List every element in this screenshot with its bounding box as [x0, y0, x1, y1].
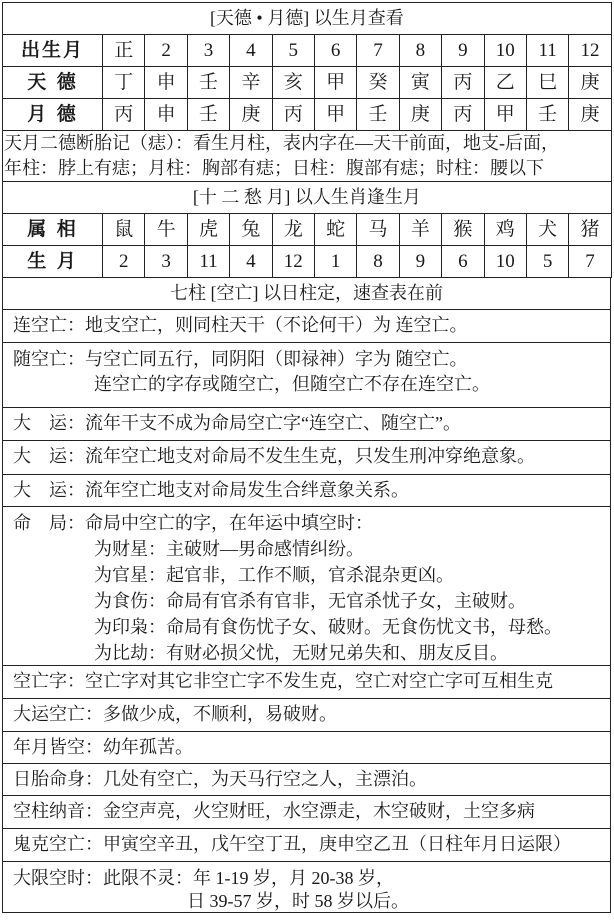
- table-cell: 辛: [230, 67, 272, 99]
- kongwang-entry-dayun-kongwang: [2, 699, 611, 732]
- birthmark-note-line-1: 天月二德断胎记（痣）：看生月柱，表内字在—天干前面，地支-后面，: [4, 133, 559, 153]
- table-cell: 兔: [230, 214, 272, 246]
- entry-text: 大限空时：此限不灵：年 1-19 岁，月 20-38 岁，: [13, 868, 394, 888]
- kongwang-title: 七柱 [空亡] 以日柱定，速查表在前: [2, 278, 611, 310]
- table-row-tiande: [3, 67, 612, 99]
- table-cell: 寅: [399, 67, 441, 99]
- entry-text: 大运空亡：多做少成，不顺利，易破财。: [13, 704, 337, 724]
- birthmark-note-row: [3, 131, 612, 182]
- table-cell: 庚: [399, 99, 441, 131]
- entry-text-yinxiao: 为印枭：命局有食伤忧子女、破财。无食伤忧文书，母愁。: [94, 617, 562, 637]
- entry-text-bijie: 为比劫：有财必损父忧，无财兄弟失和、朋友反目。: [94, 643, 508, 663]
- birthmark-note-line-2: 年柱：脖上有痣；月柱：胸部有痣；日柱：腹部有痣；时柱：腰以下: [4, 158, 544, 178]
- table-cell: 猪: [569, 214, 611, 246]
- table-cell: 12: [272, 246, 314, 278]
- kongwang-entry-sui: [2, 343, 611, 408]
- entry-text-shishang: 为食伤：命局有官杀有官非，无官杀忧子女，主破财。: [94, 591, 526, 611]
- table-cell: 丙: [103, 99, 145, 131]
- table-cell: 1: [314, 246, 356, 278]
- table-cell: 虎: [187, 214, 229, 246]
- table-cell: 3: [187, 35, 229, 67]
- table-cell: 龙: [272, 214, 314, 246]
- table-cell: 亥: [272, 67, 314, 99]
- birthmark-note: [3, 131, 612, 182]
- table-cell: 8: [357, 246, 399, 278]
- table-cell: 丁: [103, 67, 145, 99]
- entry-text: 空亡字：空亡字对其它非空亡字不发生克，空亡对空亡字可互相生克: [13, 671, 553, 691]
- entry-text: 鬼克空亡：甲寅空辛丑，戊午空丁丑，庚申空乙丑（日柱年月日运限）: [13, 834, 571, 854]
- twelve-chou-yue-title: [十 二 愁 月] 以人生肖逢生月: [3, 182, 612, 214]
- table-cell: 申: [145, 99, 187, 131]
- table-cell: 9: [442, 35, 484, 67]
- entry-text: 随空亡：与空亡同五行，同阴阳（即禄神）字为 随空亡。: [13, 349, 468, 369]
- entry-text: 空柱纳音：金空声亮，火空财旺，水空漂走，木空破财，土空多病: [13, 801, 535, 821]
- tiande-yuede-table: [2, 2, 612, 278]
- kongwang-entry-kongwangzi: [2, 666, 611, 699]
- kongwang-entry-dayun-1: [2, 408, 611, 441]
- table-row-zodiac: [3, 214, 612, 246]
- table-cell: 8: [399, 35, 441, 67]
- table-cell: 10: [484, 246, 526, 278]
- table-cell: 丙: [442, 99, 484, 131]
- entry-text-continued: 连空亡的字存或随空亡，但随空亡不存在连空亡。: [94, 374, 490, 394]
- entry-text: 日胎命身：几处有空亡，为天马行空之人，主漂泊。: [13, 769, 427, 789]
- table-cell: 12: [569, 35, 611, 67]
- table-cell: 7: [357, 35, 399, 67]
- table-cell: 甲: [314, 99, 356, 131]
- table-cell: 4: [230, 246, 272, 278]
- entry-text: 连空亡：地支空亡，则同柱天干（不论何干）为 连空亡。: [13, 315, 468, 335]
- entry-text: 大 运：流年干支不成为命局空亡字“连空亡、随空亡”。: [13, 413, 461, 433]
- kongwang-entry-mingju: [2, 507, 611, 666]
- entry-text: 大 运：流年空亡地支对命局发生合绊意象关系。: [13, 480, 409, 500]
- table-cell: 丙: [272, 99, 314, 131]
- table-cell: 庚: [569, 67, 611, 99]
- table-cell: 9: [399, 246, 441, 278]
- entry-text-guanxing: 为官星：起官非，工作不顺，官杀混杂更凶。: [94, 565, 454, 585]
- table-cell: 甲: [484, 99, 526, 131]
- kongwang-entry-dayun-2: [2, 441, 611, 475]
- kongwang-entry-nianyue: [2, 732, 611, 764]
- table-cell: 2: [145, 35, 187, 67]
- table-row-birth-month-zodiac: [3, 246, 612, 278]
- table-cell: 癸: [357, 67, 399, 99]
- entry-text: 年月皆空：幼年孤苦。: [13, 737, 193, 757]
- table-row-yuede: [3, 99, 612, 131]
- tiande-yuede-title: [天德 • 月德] 以生月查看: [3, 3, 612, 35]
- table-cell: 11: [187, 246, 229, 278]
- entry-text-continued: 日 39-57 岁，时 58 岁以后。: [187, 891, 409, 911]
- table-cell: 5: [272, 35, 314, 67]
- table-cell: 庚: [230, 99, 272, 131]
- entry-text: 大 运：流年空亡地支对命局不发生生克，只发生刑冲穿绝意象。: [13, 446, 535, 466]
- table-cell: 壬: [357, 99, 399, 131]
- table-cell: 巳: [526, 67, 568, 99]
- row-label: 天 德: [3, 67, 103, 99]
- table-cell: 乙: [484, 67, 526, 99]
- table-cell: 蛇: [314, 214, 356, 246]
- table-cell: 猴: [442, 214, 484, 246]
- entry-text-caixing: 为财星：主破财—男命感情纠纷。: [94, 539, 364, 559]
- table-cell: 申: [145, 67, 187, 99]
- entry-text: 命 局：命局中空亡的字，在年运中填空时：: [13, 513, 373, 533]
- kongwang-entry-dayun-3: [2, 475, 611, 507]
- row-label: 月 德: [3, 99, 103, 131]
- table-cell: 5: [526, 246, 568, 278]
- kongwang-entry-daxian: [2, 862, 611, 913]
- table-cell: 6: [442, 246, 484, 278]
- table-cell: 正: [103, 35, 145, 67]
- table-cell: 7: [569, 246, 611, 278]
- table-cell: 马: [357, 214, 399, 246]
- kongwang-entry-ritai: [2, 764, 611, 796]
- table-row-birth-month: [3, 35, 612, 67]
- row-label: 出生月: [3, 35, 103, 67]
- bazi-reference-document: [2, 2, 611, 913]
- table-cell: 羊: [399, 214, 441, 246]
- table-cell: 10: [484, 35, 526, 67]
- table-cell: 11: [526, 35, 568, 67]
- table-cell: 甲: [314, 67, 356, 99]
- row-label: 生 月: [3, 246, 103, 278]
- table-cell: 2: [103, 246, 145, 278]
- table-cell: 4: [230, 35, 272, 67]
- table-cell: 鼠: [103, 214, 145, 246]
- table-cell: 鸡: [484, 214, 526, 246]
- table-cell: 壬: [526, 99, 568, 131]
- table-cell: 壬: [187, 99, 229, 131]
- kongwang-entry-lian: [2, 310, 611, 343]
- table-cell: 3: [145, 246, 187, 278]
- table-cell: 牛: [145, 214, 187, 246]
- kongwang-entry-nayin: [2, 796, 611, 829]
- row-label: 属 相: [3, 214, 103, 246]
- table-cell: 6: [314, 35, 356, 67]
- table-cell: 壬: [187, 67, 229, 99]
- kongwang-entry-guike: [2, 829, 611, 862]
- table-cell: 庚: [569, 99, 611, 131]
- table-cell: 犬: [526, 214, 568, 246]
- table-cell: 丙: [442, 67, 484, 99]
